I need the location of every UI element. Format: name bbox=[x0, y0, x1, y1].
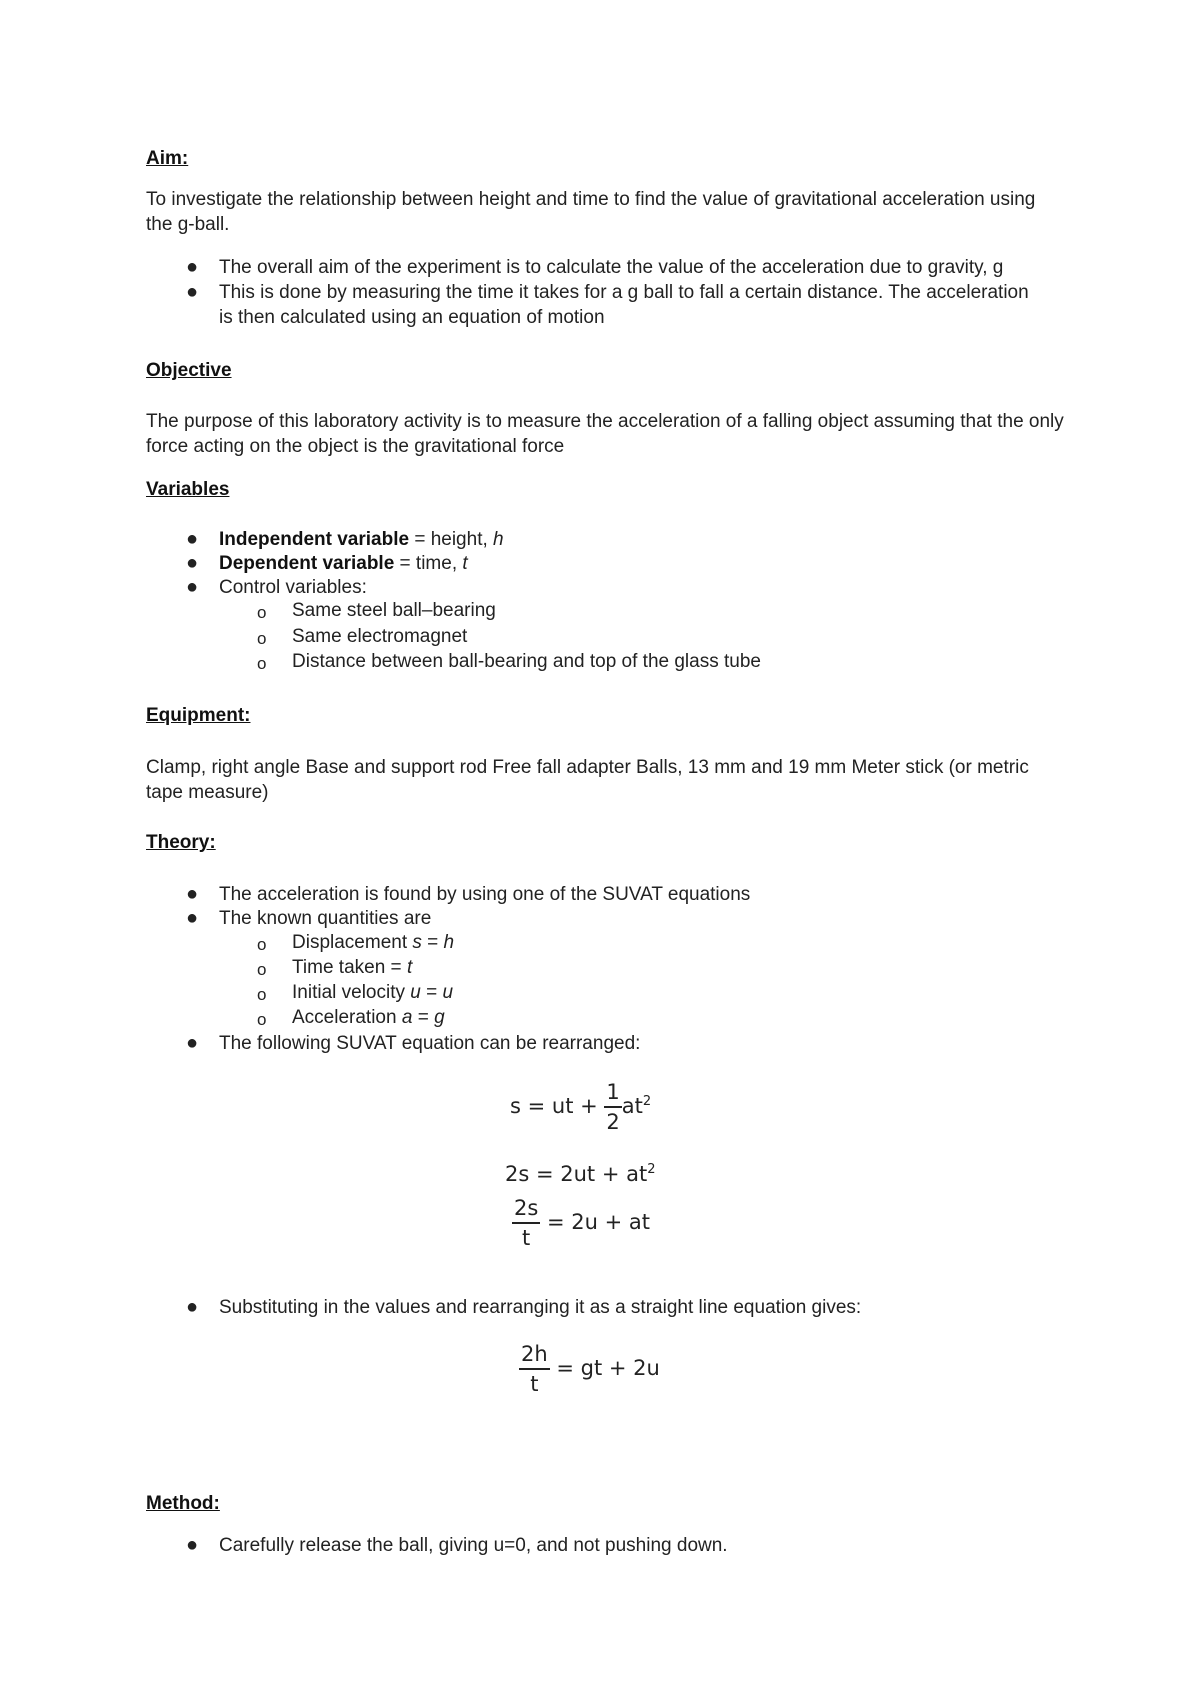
theory-bullet-3: The following SUVAT equation can be rearranged: bbox=[219, 1033, 641, 1054]
equipment-heading: Equipment: bbox=[146, 705, 251, 726]
bullet-dot: ● bbox=[186, 256, 199, 278]
fraction-2s-over-t: $\frac{2s}{t}$ bbox=[514, 1196, 539, 1250]
equation-suvat: s = ut + $\frac{1}{2}$ $at^2$ bbox=[510, 1080, 652, 1134]
bullet-dot: ● bbox=[186, 907, 199, 929]
method-heading: Method: bbox=[146, 1493, 220, 1514]
known-acceleration: Acceleration a = g bbox=[292, 1007, 445, 1028]
equipment-text: Clamp, right angle Base and support rod Free fall adapter Balls, 13 mm and 19 mm Meter stick (or metric tape measure) bbox=[146, 757, 1029, 803]
sub-bullet: o bbox=[257, 603, 267, 622]
control-variable-1: Same steel ball–bearing bbox=[292, 600, 496, 621]
method-bullet-1: Carefully release the ball, giving u=0, and not pushing down. bbox=[219, 1535, 728, 1556]
known-displacement: Displacement s = h bbox=[292, 932, 455, 953]
bullet-dot: ● bbox=[186, 1032, 199, 1054]
sub-bullet: o bbox=[257, 985, 267, 1004]
theory-bullet-4: Substituting in the values and rearranging it as a straight line equation gives: bbox=[219, 1297, 862, 1318]
sub-bullet: o bbox=[257, 1010, 267, 1029]
equation-straight-line: $\frac{2h}{t}$ = gt + 2u bbox=[521, 1342, 660, 1396]
bullet-dot: ● bbox=[186, 1296, 199, 1318]
variables-heading: Variables bbox=[146, 479, 230, 500]
known-time: Time taken = t bbox=[292, 957, 413, 978]
sub-bullet: o bbox=[257, 629, 267, 648]
theory-bullet-2: The known quantities are bbox=[219, 908, 432, 929]
control-variables-label: Control variables: bbox=[219, 577, 367, 598]
bullet-dot: ● bbox=[186, 281, 199, 303]
control-variable-3: Distance between ball-bearing and top of the glass tube bbox=[292, 651, 761, 672]
fraction-2h-over-t: $\frac{2h}{t}$ bbox=[521, 1342, 548, 1396]
aim-heading: Aim: bbox=[146, 148, 189, 169]
equation-doubled: $2s = 2ut + at^2$ bbox=[505, 1162, 656, 1186]
aim-bullet-1: The overall aim of the experiment is to calculate the value of the acceleration due to gravity, g bbox=[219, 257, 1004, 278]
sub-bullet: o bbox=[257, 654, 267, 673]
sub-bullet: o bbox=[257, 960, 267, 979]
control-variable-2: Same electromagnet bbox=[292, 626, 468, 647]
dependent-variable: Dependent variable = time, t bbox=[219, 553, 468, 574]
fraction-half: $\frac{1}{2}$ bbox=[606, 1080, 620, 1134]
theory-heading: Theory: bbox=[146, 832, 216, 853]
objective-heading: Objective bbox=[146, 360, 232, 381]
bullet-dot: ● bbox=[186, 552, 199, 574]
bullet-dot: ● bbox=[186, 883, 199, 905]
bullet-dot: ● bbox=[186, 576, 199, 598]
independent-variable: Independent variable = height, h bbox=[219, 529, 504, 550]
theory-bullet-1: The acceleration is found by using one of the SUVAT equations bbox=[219, 884, 751, 905]
bullet-dot: ● bbox=[186, 528, 199, 550]
bullet-dot: ● bbox=[186, 1534, 199, 1556]
aim-text: To investigate the relationship between height and time to find the value of gravitational acceleration using the g-ball. bbox=[146, 189, 1036, 235]
aim-bullet-2: This is done by measuring the time it takes for a g ball to fall a certain distance. The acceleration is then calculated using an equation of motion bbox=[219, 282, 1029, 328]
known-initial-velocity: Initial velocity u = u bbox=[292, 982, 454, 1003]
objective-text: The purpose of this laboratory activity is to measure the acceleration of a falling object assuming that the only force acting on the object is the gravitational force bbox=[146, 411, 1064, 457]
sub-bullet: o bbox=[257, 935, 267, 954]
equation-divided: $\frac{2s}{t}$ = 2u + at bbox=[514, 1196, 650, 1250]
